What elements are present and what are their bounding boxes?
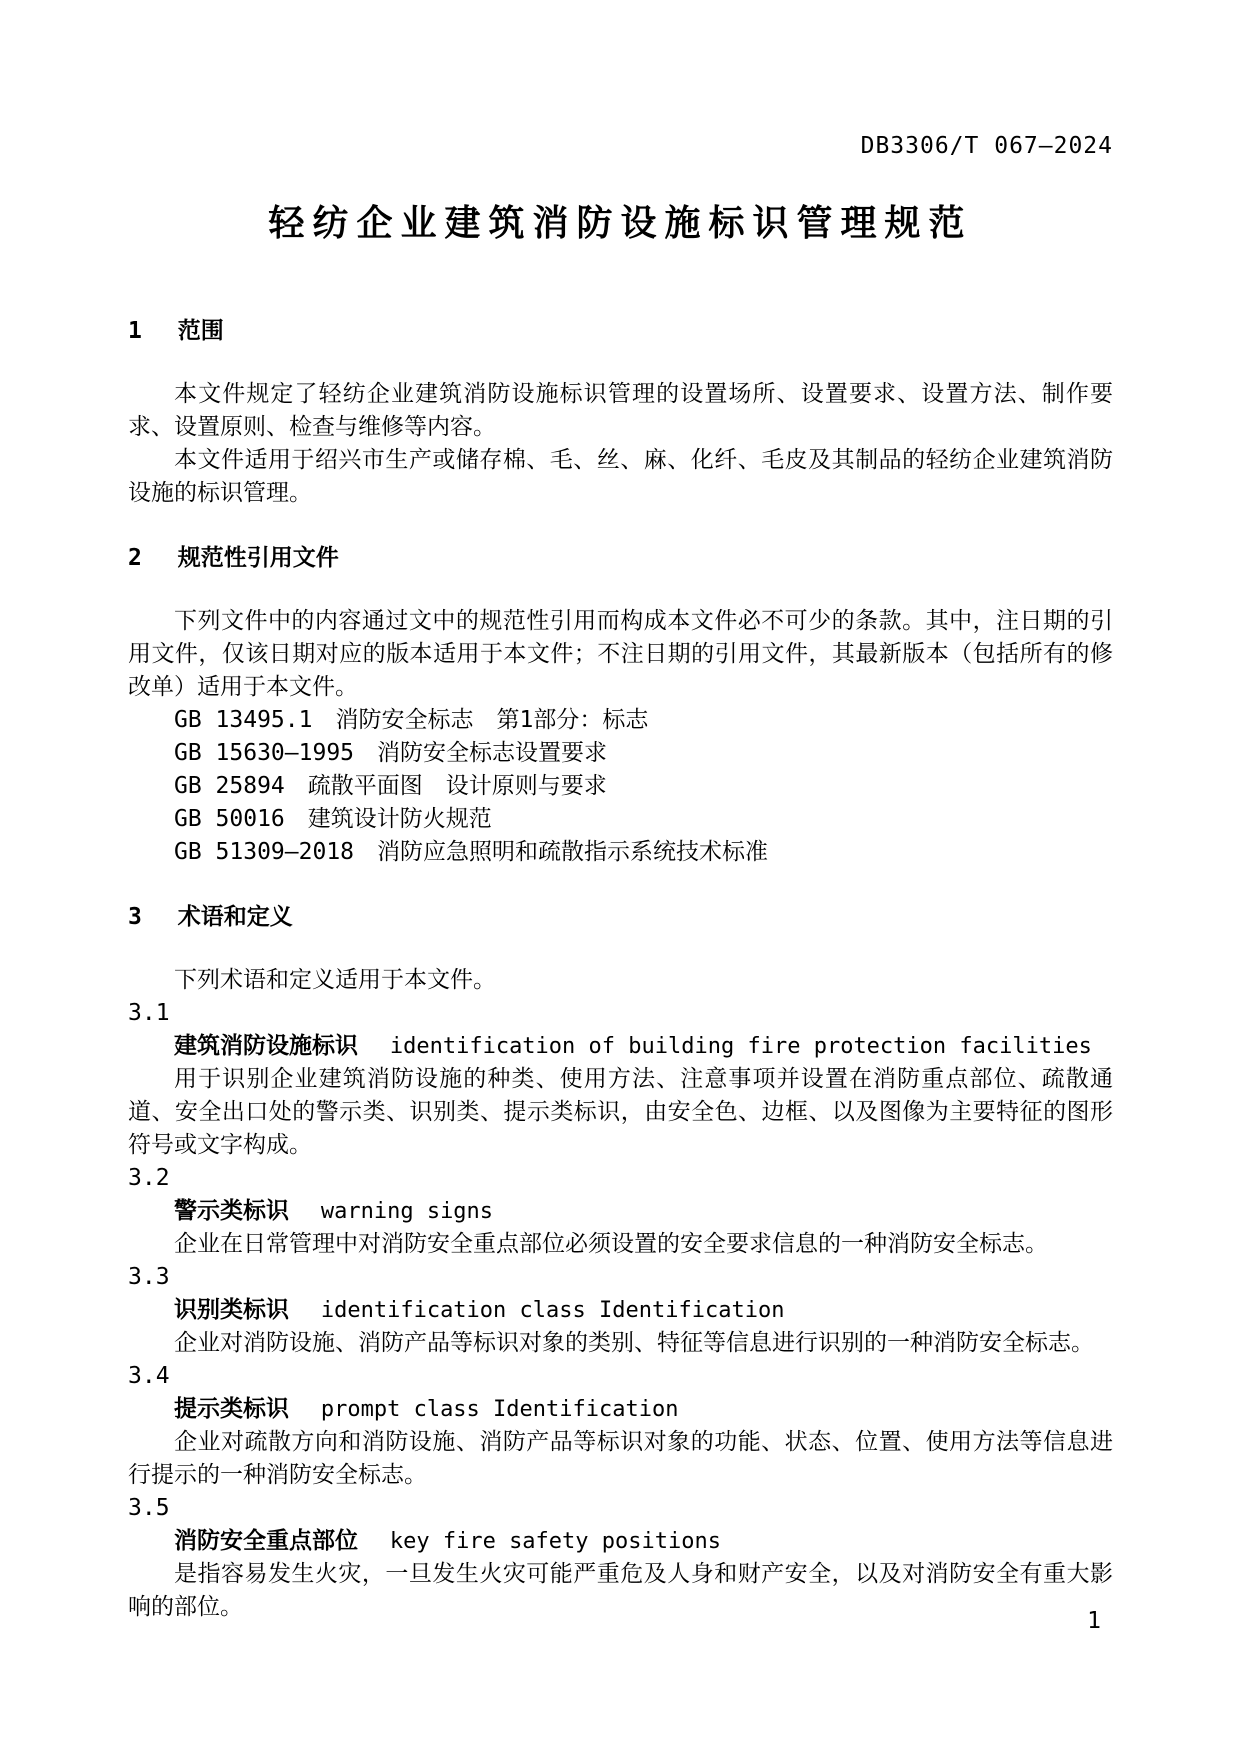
- term-name-en: identification class Identification: [320, 1298, 785, 1323]
- term-name-zh: 识别类标识: [174, 1297, 289, 1323]
- reference-item: GB 13495.1 消防安全标志 第1部分：标志: [174, 707, 649, 733]
- clause-number: 3.1: [128, 1000, 170, 1026]
- reference-item: GB 50016 建筑设计防火规范: [174, 806, 492, 832]
- term-definition: 企业对消防设施、消防产品等标识对象的类别、特征等信息进行识别的一种消防安全标志。: [174, 1330, 1094, 1356]
- term-item-3-1: [128, 997, 1113, 1162]
- clause-number: 3.2: [128, 1165, 170, 1191]
- term-line: [128, 1030, 1113, 1063]
- term-line: [128, 1294, 1113, 1327]
- term-line: [128, 1393, 1113, 1426]
- term-definition: 用于识别企业建筑消防设施的种类、使用方法、注意事项并设置在消防重点部位、疏散通道、安全出口处的警示类、识别类、提示类标识，由安全色、边框、以及图像为主要特征的图形符号或文字构成。: [128, 1066, 1113, 1158]
- section-heading-normative: [128, 542, 1113, 575]
- term-definition: 是指容易发生火灾，一旦发生火灾可能严重危及人身和财产安全，以及对消防安全有重大影响的部位。: [128, 1561, 1113, 1620]
- scope-body: [128, 378, 1113, 510]
- term-name-zh: 警示类标识: [174, 1198, 289, 1224]
- terms-body: [128, 964, 1113, 997]
- reference-item: GB 25894 疏散平面图 设计原则与要求: [174, 773, 607, 799]
- section-label: 范围: [177, 318, 224, 344]
- section-heading-terms: [128, 901, 1113, 934]
- section-heading-scope: [128, 315, 1113, 348]
- term-line: [128, 1525, 1113, 1558]
- term-name-en: key fire safety positions: [389, 1529, 721, 1554]
- term-name-zh: 提示类标识: [174, 1396, 289, 1422]
- term-name-zh: 建筑消防设施标识: [174, 1033, 358, 1059]
- clause-number: 3.5: [128, 1495, 170, 1521]
- scope-paragraph-2: 本文件适用于绍兴市生产或储存棉、毛、丝、麻、化纤、毛皮及其制品的轻纺企业建筑消防设施的标识管理。: [128, 447, 1113, 506]
- term-name-en: prompt class Identification: [320, 1397, 679, 1422]
- clause-number: 3.3: [128, 1264, 170, 1290]
- normative-intro: 下列文件中的内容通过文中的规范性引用而构成本文件必不可少的条款。其中，注日期的引用文件，仅该日期对应的版本适用于本文件；不注日期的引用文件，其最新版本（包括所有的修改单）适用于本文件。: [128, 608, 1113, 700]
- section-number: 3: [128, 904, 142, 930]
- section-label: 规范性引用文件: [177, 545, 339, 571]
- reference-item: GB 51309—2018 消防应急照明和疏散指示系统技术标准: [174, 839, 769, 865]
- term-name-en: warning signs: [320, 1199, 494, 1224]
- term-line: [128, 1195, 1113, 1228]
- section-number: 1: [128, 318, 142, 344]
- term-definition: 企业在日常管理中对消防安全重点部位必须设置的安全要求信息的一种消防安全标志。: [174, 1231, 1048, 1257]
- terms-intro: 下列术语和定义适用于本文件。: [174, 967, 496, 993]
- term-item-3-5: [128, 1492, 1113, 1624]
- page-number: 1: [1087, 1608, 1101, 1634]
- document-title: 轻纺企业建筑消防设施标识管理规范: [268, 203, 973, 244]
- term-name-zh: 消防安全重点部位: [174, 1528, 358, 1554]
- term-item-3-4: [128, 1360, 1113, 1492]
- scope-paragraph-1: 本文件规定了轻纺企业建筑消防设施标识管理的设置场所、设置要求、设置方法、制作要求、设置原则、检查与维修等内容。: [128, 381, 1113, 440]
- reference-item: GB 15630—1995 消防安全标志设置要求: [174, 740, 608, 766]
- section-number: 2: [128, 545, 142, 571]
- normative-reference-list: [128, 704, 1113, 869]
- term-item-3-3: [128, 1261, 1113, 1360]
- term-name-en: identification of building fire protection facilities: [389, 1034, 1092, 1059]
- term-definition: 企业对疏散方向和消防设施、消防产品等标识对象的功能、状态、位置、使用方法等信息进行提示的一种消防安全标志。: [128, 1429, 1113, 1488]
- standard-code: DB3306/T 067—2024: [860, 133, 1113, 159]
- clause-number: 3.4: [128, 1363, 170, 1389]
- section-label: 术语和定义: [177, 904, 293, 930]
- normative-body: [128, 605, 1113, 704]
- term-item-3-2: [128, 1162, 1113, 1261]
- document-header: [128, 0, 1113, 163]
